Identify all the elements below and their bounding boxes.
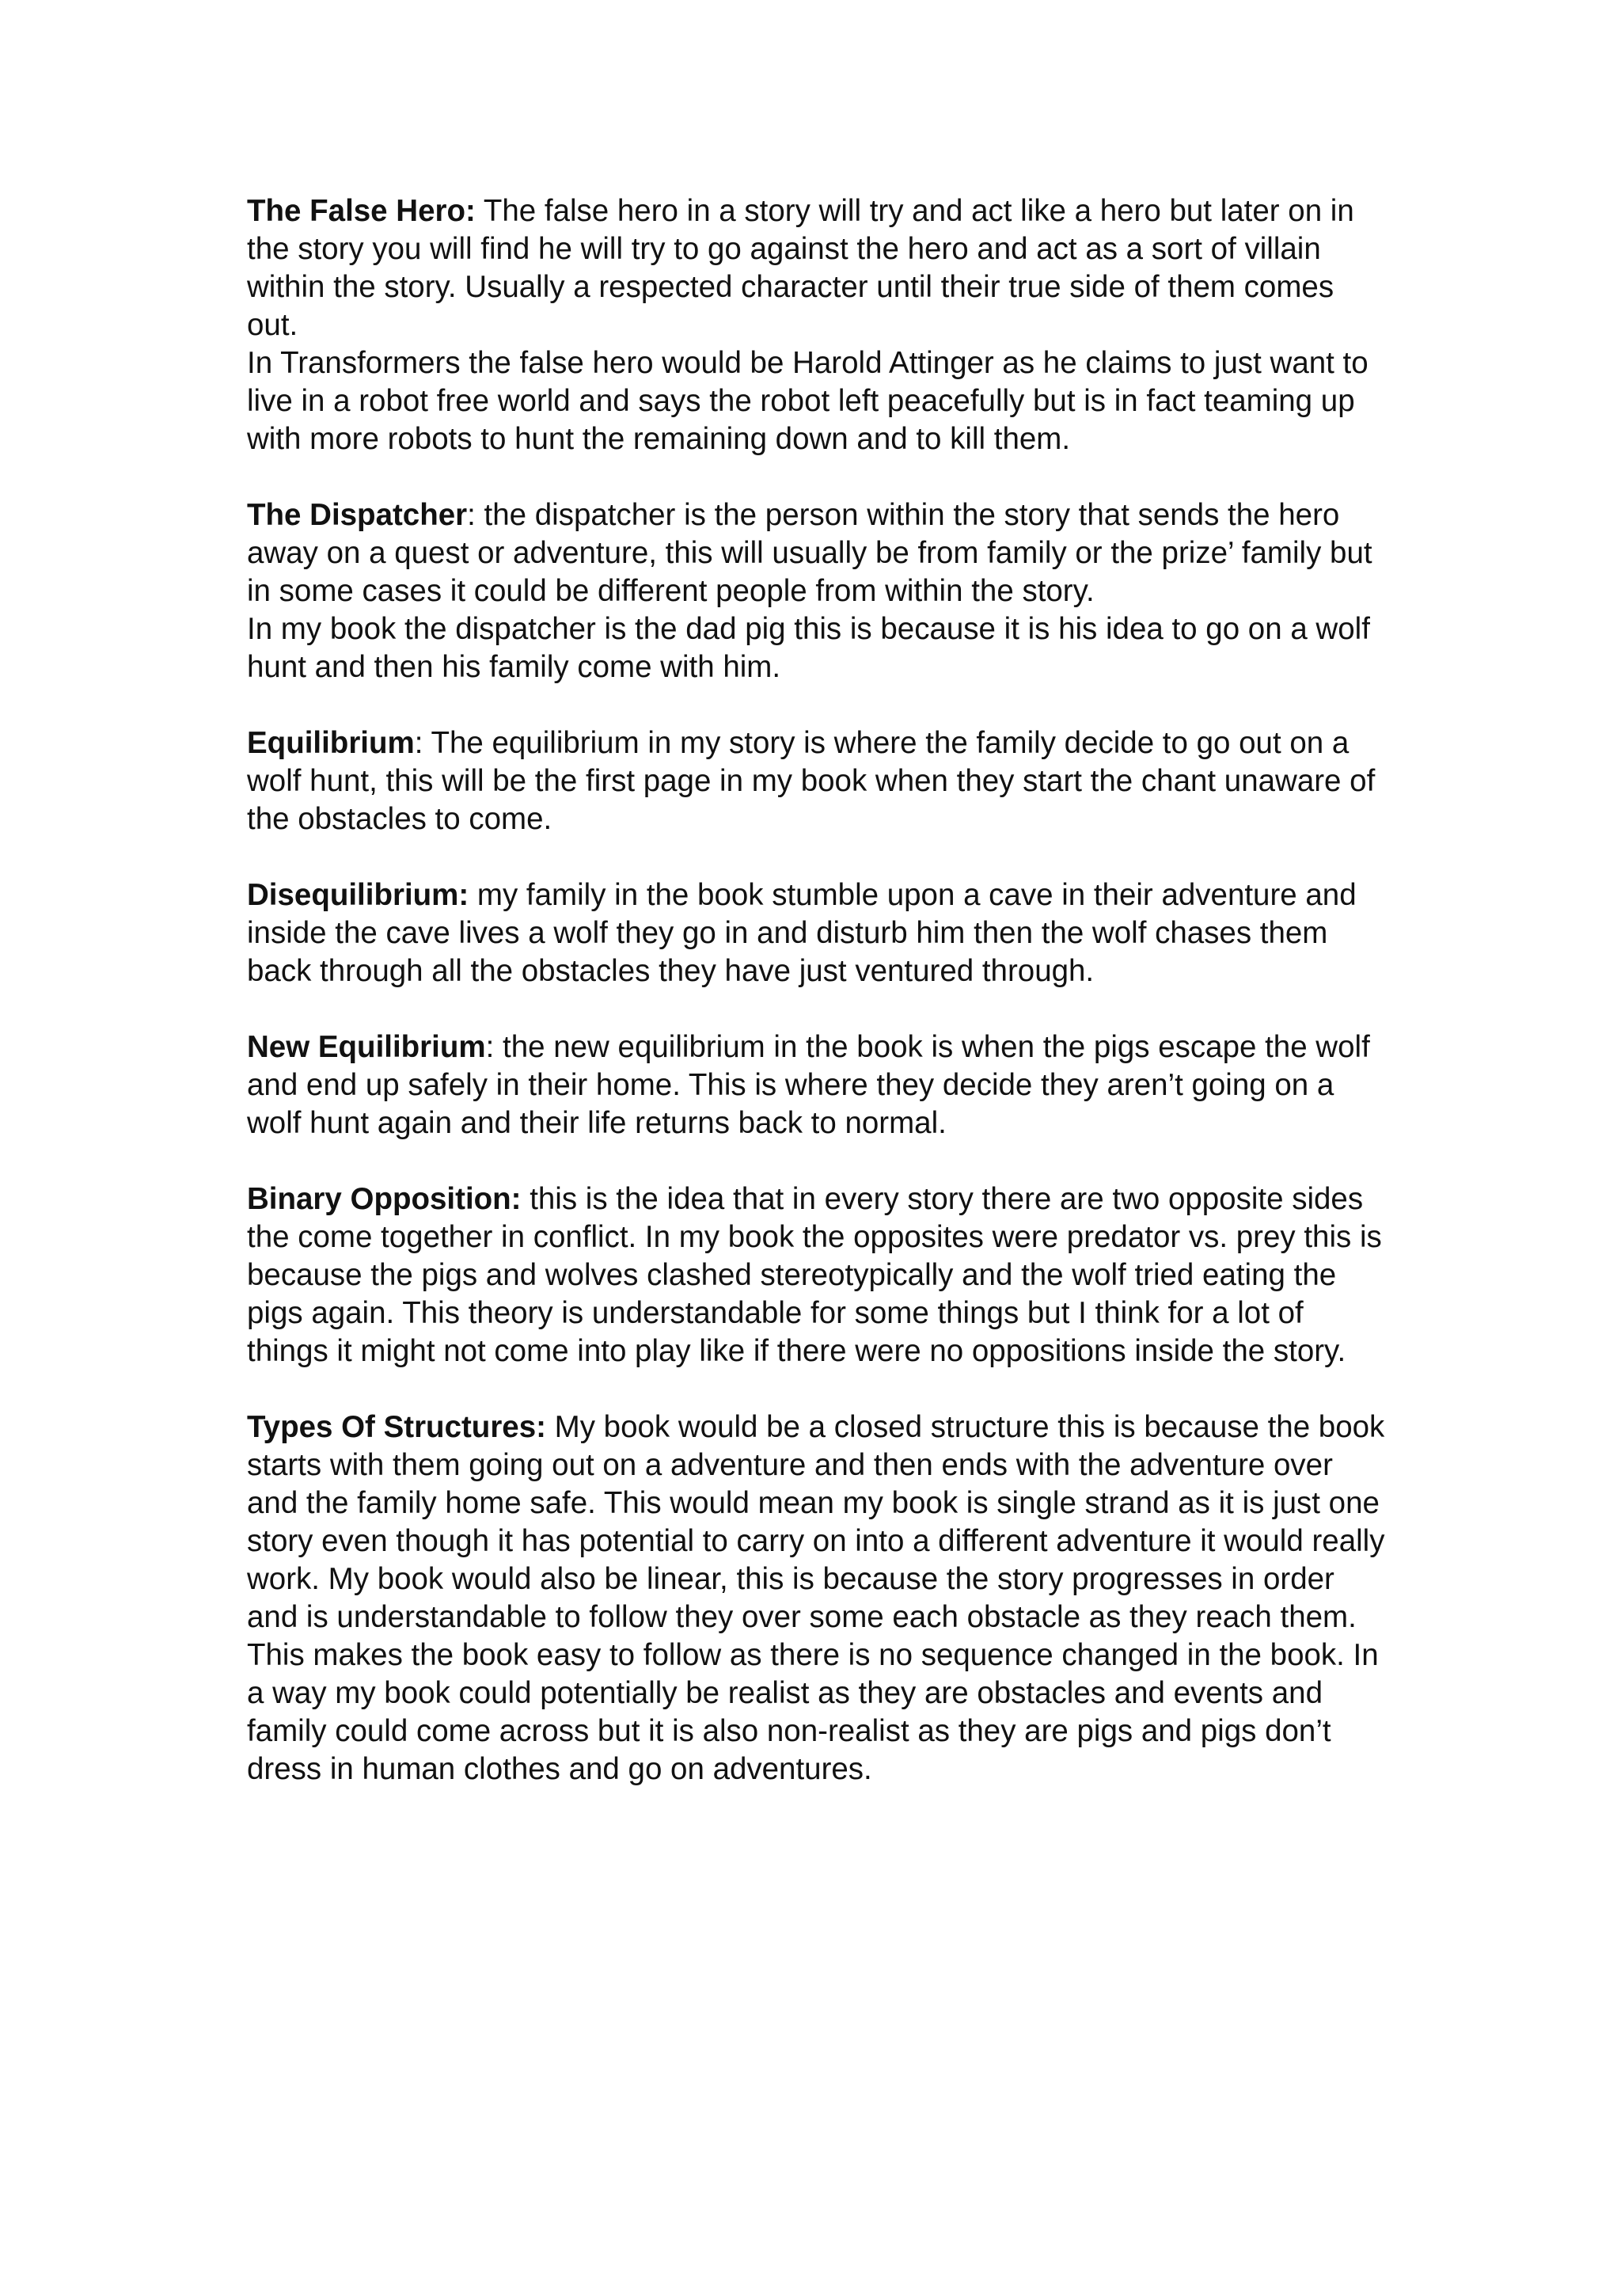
paragraph: In my book the dispatcher is the dad pig this is because it is his idea to go on a wolf hunt and then his family come with him. — [247, 612, 1370, 684]
section-text: : The equilibrium in my story is where the family decide to go out on a wolf hunt, this will be the first page in my book when they start the chant unaware of the obstacles to come. — [247, 726, 1376, 836]
paragraph — [247, 876, 1387, 990]
section-text: : the dispatcher is the person within the story that sends the hero away on a quest or adventure, this will usually be from family or the prize’ family but in some cases it could be different people from within the story. — [247, 498, 1372, 608]
section-equilibrium — [247, 724, 1387, 838]
paragraph — [247, 1180, 1387, 1370]
section-false-hero — [247, 192, 1387, 458]
paragraph — [247, 192, 1387, 344]
section-text: my family in the book stumble upon a cave in their adventure and inside the cave lives a wolf they go in and disturb him then the wolf chases them back through all the obstacles they have just ventured through. — [247, 878, 1357, 988]
section-new-equilibrium — [247, 1028, 1387, 1142]
paragraph — [247, 496, 1387, 610]
section-heading: The Dispatcher — [247, 498, 468, 532]
paragraph: In Transformers the false hero would be Harold Attinger as he claims to just want to live in a robot free world and says the robot left peacefully but is in fact teaming up with more robots to hunt the remaining down and to kill them. — [247, 346, 1369, 456]
section-text: this is the idea that in every story there are two opposite sides the come together in conflict. In my book the opposites were predator vs. prey this is because the pigs and wolves clashed stereotypically and the wolf tried eating the pigs again. This theory is understandable for some things but I think for a lot of things it might not come into play like if there were no oppositions inside the story. — [247, 1182, 1382, 1368]
section-text: The false hero in a story will try and act like a hero but later on in the story you will find he will try to go against the hero and act as a sort of villain within the story. Usually a respected character until their true side of them comes out. — [247, 194, 1354, 342]
section-disequilibrium — [247, 876, 1387, 990]
section-heading: Equilibrium — [247, 726, 415, 760]
section-heading: New Equilibrium — [247, 1030, 486, 1064]
section-binary-opposition — [247, 1180, 1387, 1370]
section-dispatcher — [247, 496, 1387, 686]
section-heading: Binary Opposition: — [247, 1182, 522, 1216]
section-text: My book would be a closed structure this is because the book starts with them going out on a adventure and then ends with the adventure over and the family home safe. This would mean my book is single strand as it is just one story even though it has potential to carry on into a different adventure it would really work. My book would also be linear, this is because the story progresses in order and is understandable to follow they over some each obstacle as they reach them. This makes the book easy to follow as there is no sequence changed in the book. In a way my book could potentially be realist as they are obstacles and events and family could come across but it is also non-realist as they are pigs and pigs don’t dress in human clothes and go on adventures. — [247, 1410, 1385, 1786]
paragraph — [247, 1028, 1387, 1142]
paragraph — [247, 724, 1387, 838]
document-body — [247, 192, 1387, 1827]
section-heading: The False Hero: — [247, 194, 476, 228]
section-types-of-structures — [247, 1408, 1387, 1789]
section-heading: Types Of Structures: — [247, 1410, 546, 1444]
section-text: : the new equilibrium in the book is when the pigs escape the wolf and end up safely in their home. This is where they decide they aren’t going on a wolf hunt again and their life returns back to normal. — [247, 1030, 1370, 1140]
paragraph — [247, 1408, 1387, 1789]
section-heading: Disequilibrium: — [247, 878, 469, 912]
